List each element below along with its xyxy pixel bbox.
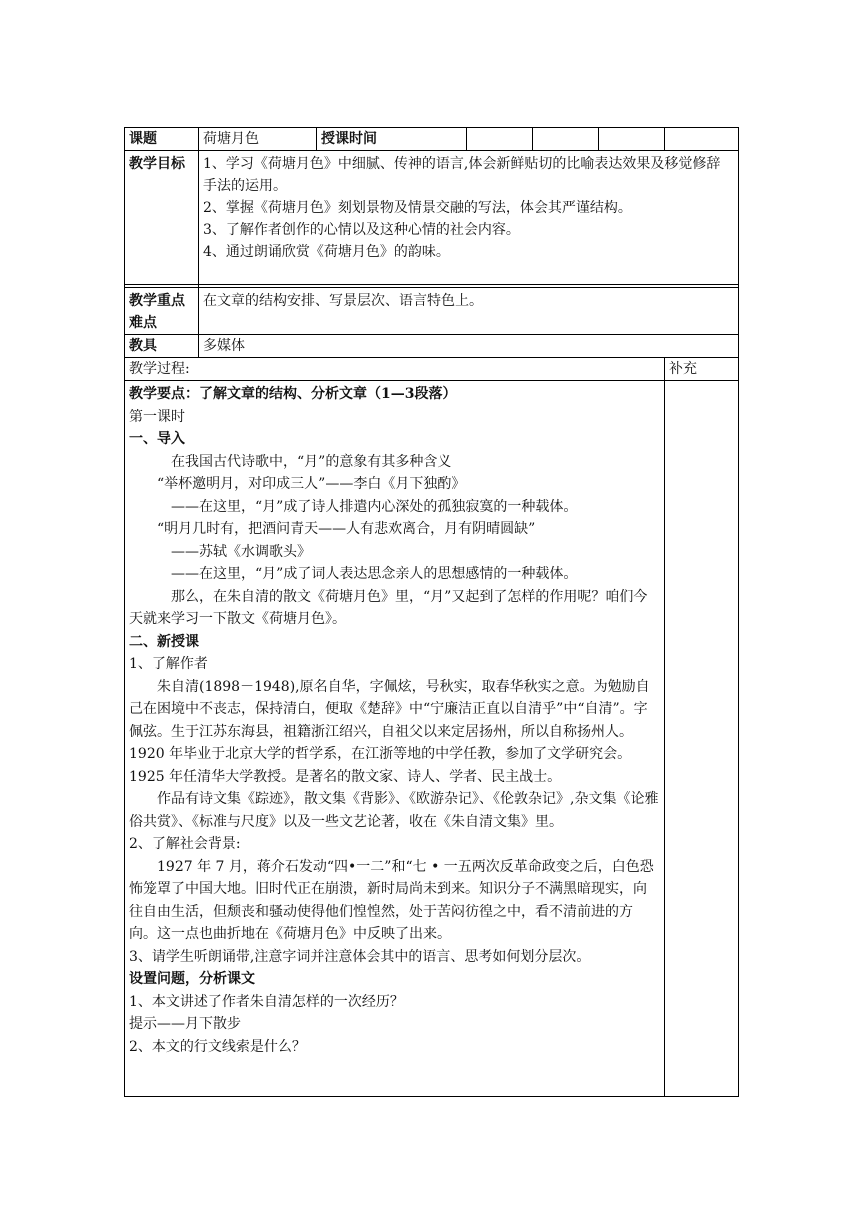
process-content: [125, 381, 665, 1097]
process-header-row: [125, 358, 739, 381]
poem-quote: “举杯邀明月，对印成三人”——李白《月下独酌》: [157, 476, 466, 492]
supplement-label: 补充: [665, 358, 739, 381]
goal-item: 3、了解作者创作的心情以及这种心情的社会内容。: [203, 222, 520, 238]
lesson-plan-table: [124, 127, 739, 1097]
question: 1、本文讲述了作者朱自清怎样的一次经历？: [129, 993, 404, 1010]
paragraph: 作品有诗文集《踪迹》，散文集《背影》、《欧游杂记》、《伦敦杂记》,杂文集《论雅俗共赏》、《标准与尺度》以及一些文艺论著，收在《朱自清文集》里。: [129, 791, 659, 830]
subsection-heading: 1、了解作者: [129, 656, 208, 672]
topic-row: [125, 128, 739, 151]
process-label: 教学过程:: [125, 358, 665, 381]
paragraph: ——在这里，“月”成了诗人排遣内心深处的孤独寂寞的一种载体。: [171, 498, 578, 515]
time-cell-3: [599, 128, 665, 151]
tools-value: 多媒体: [199, 335, 739, 358]
time-cell-4: [665, 128, 739, 151]
question: 2、本文的行文线索是什么？: [129, 1038, 306, 1055]
paragraph: 在我国古代诗歌中，“月”的意象有其多种含义: [171, 453, 452, 470]
topic-value: 荷塘月色: [199, 128, 317, 151]
section-heading: 设置问题，分析课文: [129, 971, 255, 987]
paragraph: 那么，在朱自清的散文《荷塘月色》里，“月”又起到了怎样的作用呢？咱们今天就来学习一下散文《荷塘月色》。: [129, 588, 648, 627]
paragraph: ——在这里，“月”成了词人表达思念亲人的思想感情的一种载体。: [171, 566, 578, 582]
goal-item: 4、通过朗诵欣赏《荷塘月色》的韵味。: [203, 244, 450, 260]
key-label: 教学重点难点: [125, 288, 199, 335]
goal-item: 2、掌握《荷塘月色》刻划景物及情景交融的写法，体会其严谨结构。: [203, 200, 632, 216]
tools-row: [125, 335, 739, 358]
tools-label: 教具: [125, 335, 199, 358]
process-row: [125, 381, 739, 1097]
subsection-heading: 2、了解社会背景:: [129, 836, 241, 852]
section-heading: 二、新授课: [129, 633, 199, 650]
time-label: 授课时间: [317, 128, 467, 151]
paragraph: 1927 年 7 月，蒋介石发动“四•一二”和“七 • 一五两次反革命政变之后，白色恐怖笼罩了中国大地。旧时代正在崩溃，新时局尚未到来。知识分子不满黑暗现实，向往自由生活，但颓丧和骚动使得他们惶惶然，处于苦闷彷徨之中，看不清前进的方向。这一点也曲折地在《荷塘月色》中反映了出来。: [129, 858, 654, 942]
answer-hint: 提示——月下散步: [129, 1016, 241, 1032]
paragraph: 朱自清(1898－1948),原名自华，字佩炫，号秋实，取春华秋实之意。为勉励自己在困境中不丧志，保持清白，便取《楚辞》中“宁廉洁正直以自清乎”中“自清”。字佩弦。生于江苏东海县，祖籍浙江绍兴，自祖父以来定居扬州，所以自称扬州人。1920 年毕业于北京大学的哲学系，在江浙等地的中学任教，参加了文学研究会。1925 年任清华大学教授。是著名的散文家、诗人、学者、民主战士。: [129, 678, 650, 785]
goals-row: [125, 151, 739, 285]
goals-content: [199, 151, 739, 285]
poem-quote: “明月几时有，把酒问青天——人有悲欢离合，月有阴晴圆缺”: [157, 521, 536, 537]
section-heading: 一、导入: [129, 431, 185, 447]
poem-source: ——苏轼《水调歌头》: [171, 543, 311, 560]
time-cell-2: [533, 128, 599, 151]
topic-label: 课题: [125, 128, 199, 151]
goals-label: 教学目标: [125, 151, 199, 285]
key-value: 在文章的结构安排、写景层次、语言特色上。: [199, 288, 739, 335]
key-row: [125, 288, 739, 335]
subsection-heading: 3、请学生听朗诵带,注意字词并注意体会其中的语言、思考如何划分层次。: [129, 948, 591, 965]
supplement-column: [665, 381, 739, 1097]
goal-item: 1、学习《荷塘月色》中细腻、传神的语言,体会新鲜贴切的比喻表达效果及移觉修辞手法的运用。: [203, 156, 721, 194]
time-cell-1: [467, 128, 533, 151]
lesson-number: 第一课时: [129, 408, 185, 425]
teaching-points: 教学要点：了解文章的结构、分析文章（1—3段落）: [129, 386, 457, 402]
